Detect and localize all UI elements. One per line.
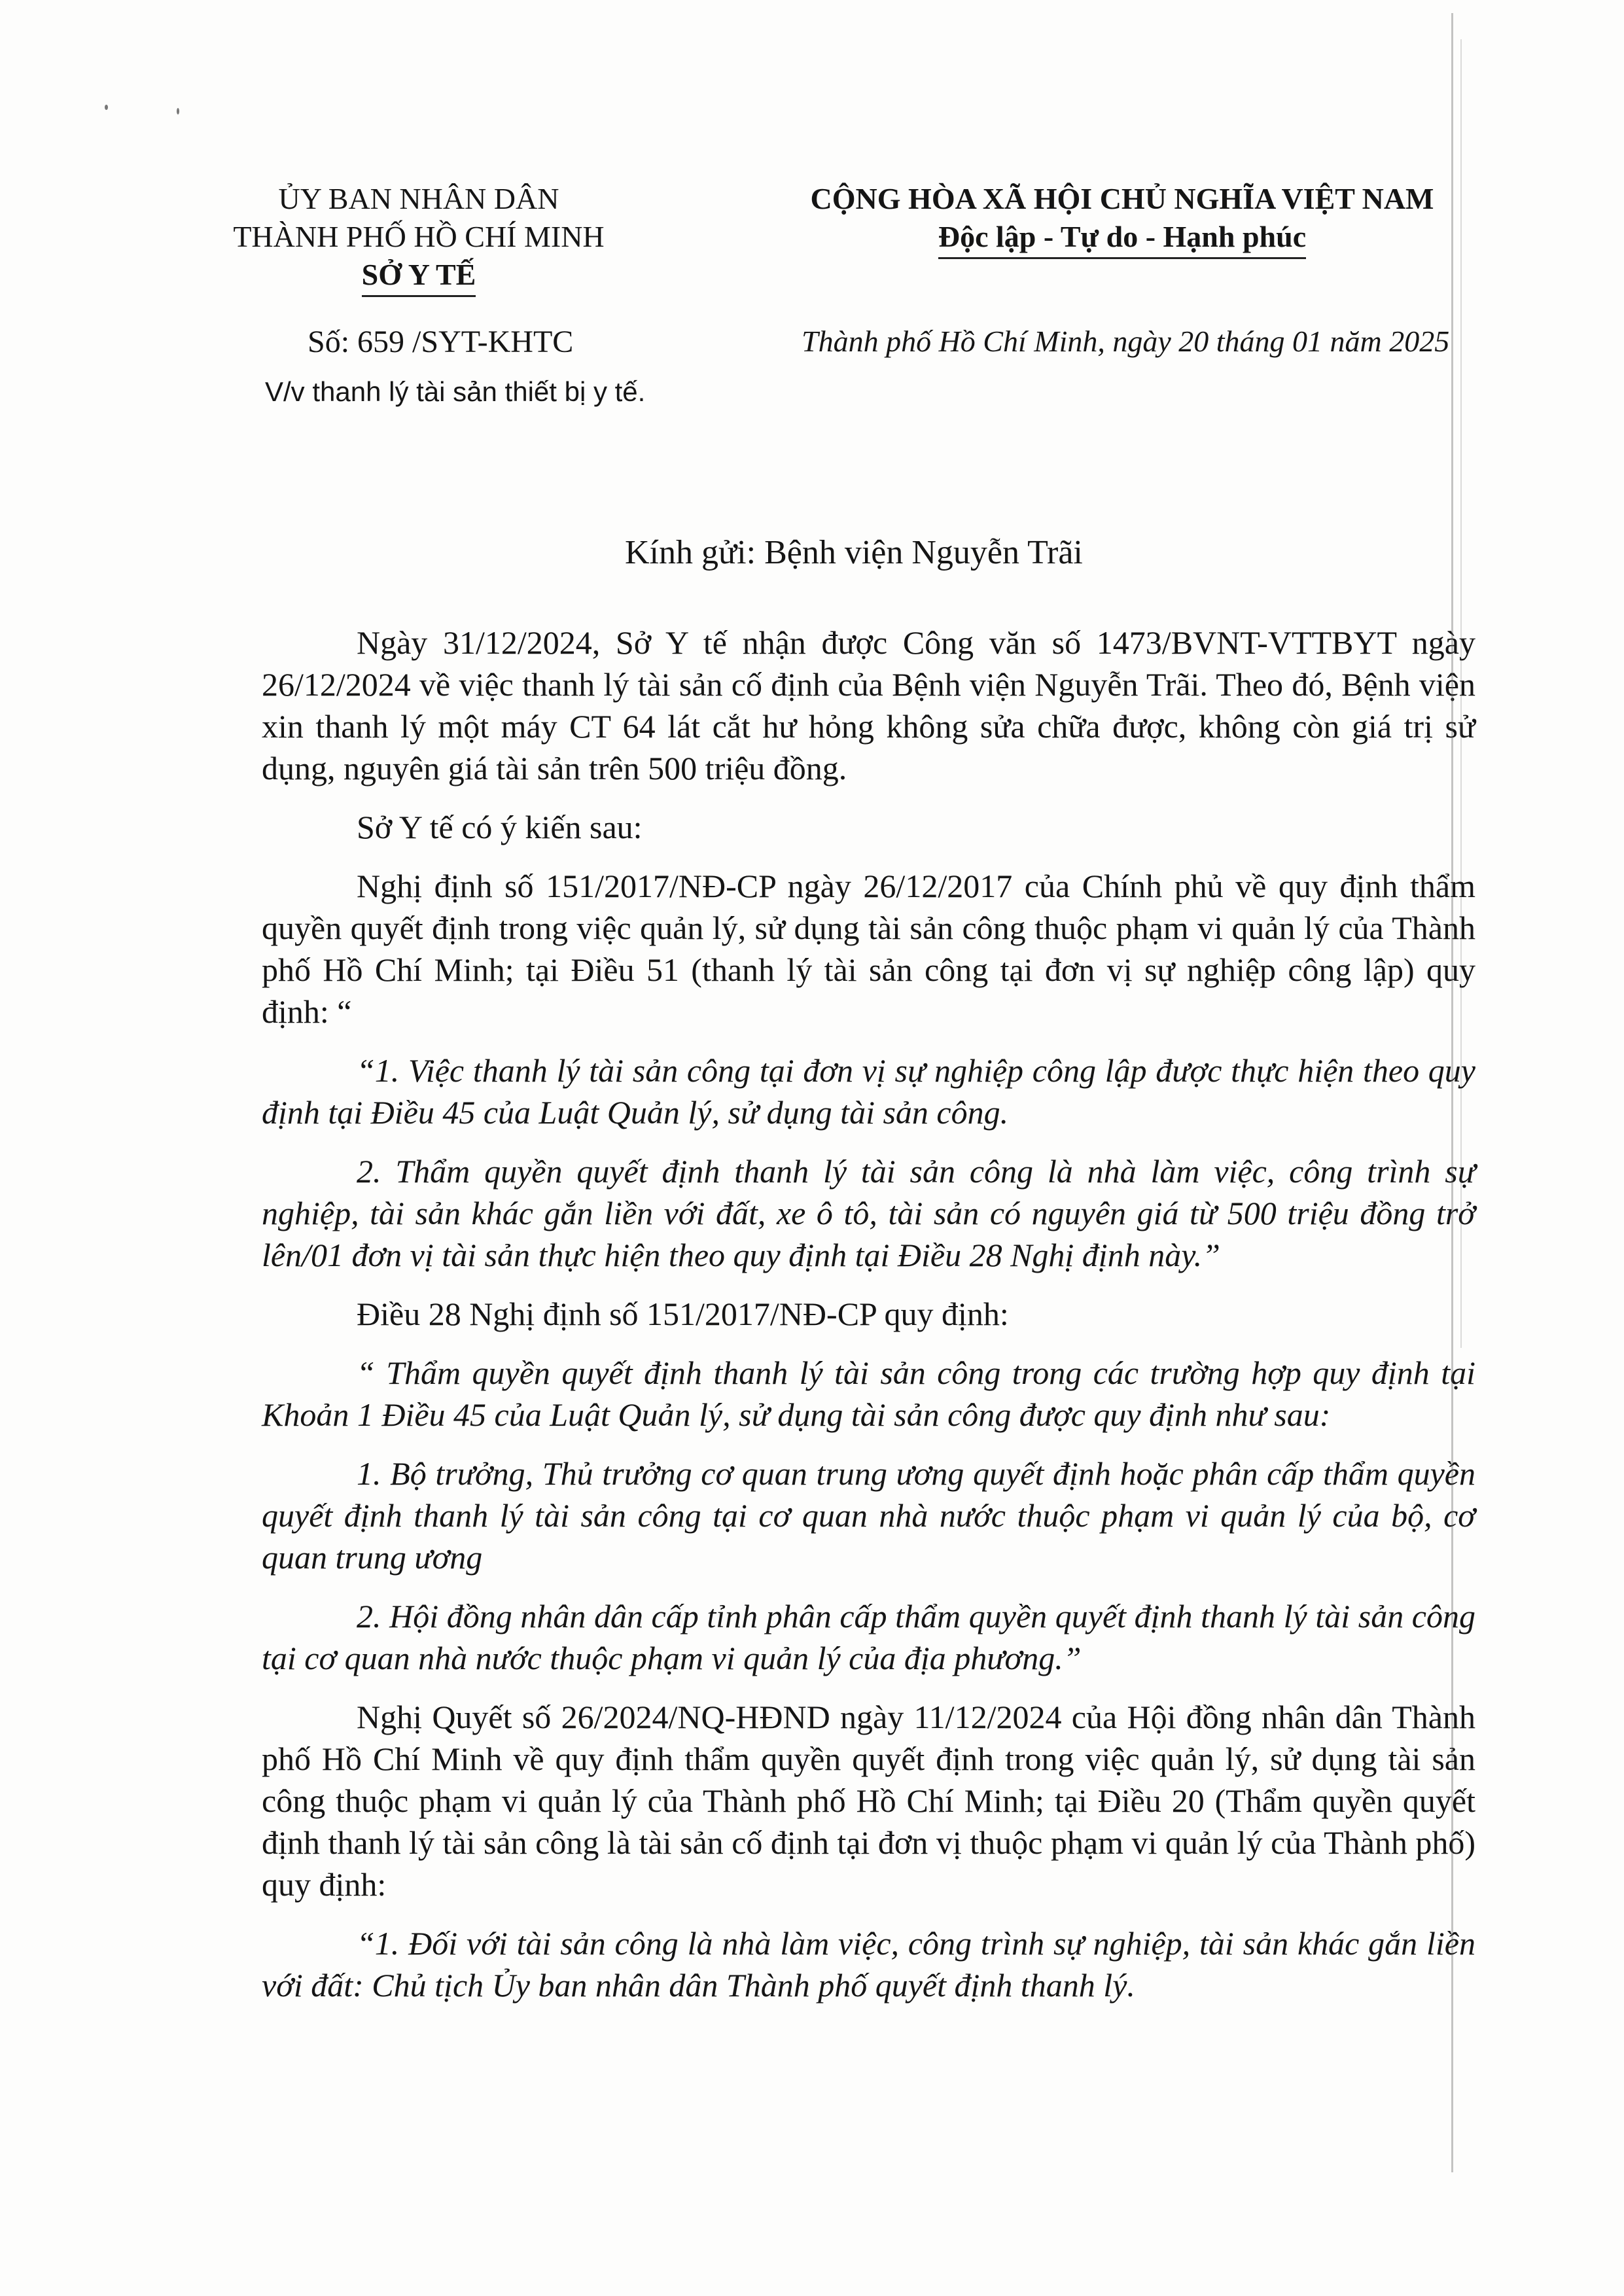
quote-3: “ Thẩm quyền quyết định thanh lý tài sản công trong các trường hợp quy định tại Khoản 1 Điều 45 của Luật Quản lý, sử dụng tài sản công được quy định như sau: [262,1354,1475,1433]
letter-body [262,622,1475,2006]
document-subject: V/v thanh lý tài sản thiết bị y tế. [265,376,646,407]
paragraph-3: Nghị định số 151/2017/NĐ-CP ngày 26/12/2017 của Chính phủ về quy định thẩm quyền quyết định trong việc quản lý, sử dụng tài sản công thuộc phạm vi quản lý của Thành phố Hồ Chí Minh; tại Điều 51 (thanh lý tài sản công tại đơn vị sự nghiệp công lập) quy định: “ [262,868,1475,1030]
national-motto-wrap [752,218,1492,259]
scan-speck [177,108,179,115]
quote-5: 2. Hội đồng nhân dân cấp tỉnh phân cấp thẩm quyền quyết định thanh lý tài sản công tại cơ quan nhà nước thuộc phạm vi quản lý của địa phương.” [262,1598,1475,1676]
paragraph-1: Ngày 31/12/2024, Sở Y tế nhận được Công văn số 1473/BVNT-VTTBYT ngày 26/12/2024 về việc thanh lý tài sản cố định của Bệnh viện Nguyễn Trãi. Theo đó, Bệnh viện xin thanh lý một máy CT 64 lát cắt hư hỏng không sửa chữa được, không còn giá trị sử dụng, nguyên giá tài sản trên 500 triệu đồng. [262,624,1475,786]
quote-1: “1. Việc thanh lý tài sản công tại đơn vị sự nghiệp công lập được thực hiện theo quy định tại Điều 45 của Luật Quản lý, sử dụng tài sản công. [262,1052,1475,1131]
document-number: Số: 659 /SYT-KHTC [308,325,574,359]
national-title: CỘNG HÒA XÃ HỘI CHỦ NGHĨA VIỆT NAM [810,182,1434,215]
national-header [752,180,1492,259]
scan-edge-line-2 [1460,39,1462,1348]
agency-line-3: SỞ Y TẾ [362,256,476,297]
paragraph-2: Sở Y tế có ý kiến sau: [357,809,643,845]
place-date: Thành phố Hồ Chí Minh, ngày 20 tháng 01 năm 2025 [802,325,1450,358]
paragraph-4: Điều 28 Nghị định số 151/2017/NĐ-CP quy định: [357,1296,1009,1332]
agency-department [177,256,661,297]
recipient-line: Kính gửi: Bệnh viện Nguyễn Trãi [625,534,1083,571]
agency-line-1: ỦY BAN NHÂN DÂN [278,182,559,215]
paragraph-5: Nghị Quyết số 26/2024/NQ-HĐND ngày 11/12/2024 của Hội đồng nhân dân Thành phố Hồ Chí Minh về quy định thẩm quyền quyết định trong việc quản lý, sử dụng tài sản công thuộc phạm vi quản lý của Thành phố Hồ Chí Minh; tại Điều 20 (Thẩm quyền quyết định thanh lý tài sản công là tài sản cố định tại đơn vị thuộc phạm vi quản lý của Thành phố) quy định: [262,1699,1475,1903]
quote-6: “1. Đối với tài sản công là nhà làm việc, công trình sự nghiệp, tài sản khác gắn liền với đất: Chủ tịch Ủy ban nhân dân Thành phố quyết định thanh lý. [262,1925,1475,2004]
agency-header [177,180,661,297]
national-motto: Độc lập - Tự do - Hạnh phúc [938,218,1306,259]
scan-speck [105,105,108,110]
quote-2: 2. Thẩm quyền quyết định thanh lý tài sản công là nhà làm việc, công trình sự nghiệp, tài sản khác gắn liền với đất, xe ô tô, tài sản có nguyên giá từ 500 triệu đồng trở lên/01 đơn vị tài sản thực hiện theo quy định tại Điều 28 Nghị định này.” [262,1153,1475,1273]
agency-line-2: THÀNH PHỐ HỒ CHÍ MINH [233,220,605,253]
quote-4: 1. Bộ trưởng, Thủ trưởng cơ quan trung ương quyết định hoặc phân cấp thẩm quyền quyết định thanh lý tài sản công tại cơ quan nhà nước thuộc phạm vi quản lý của bộ, cơ quan trung ương [262,1455,1475,1576]
scan-edge-line [1451,13,1453,2172]
